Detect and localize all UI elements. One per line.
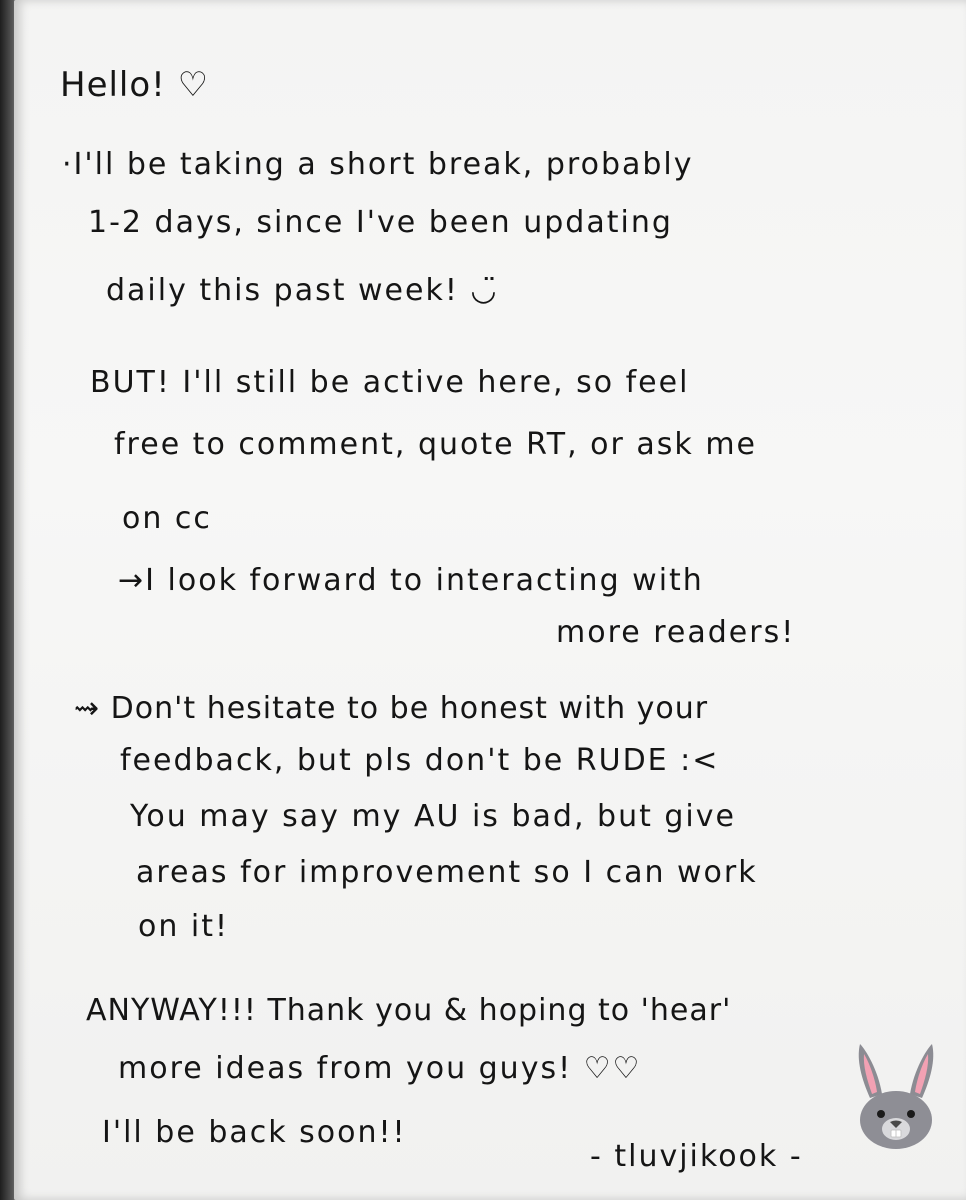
note-line-8: more readers! [556, 615, 796, 650]
note-line-5: free to comment, quote RT, or ask me [114, 427, 757, 462]
note-line-15: more ideas from you guys! ♡♡ [118, 1051, 642, 1086]
note-line-9: ⇝ Don't hesitate to be honest with your [74, 691, 709, 726]
note-line-1: ·I'll be taking a short break, probably [62, 147, 694, 182]
note-line-10: feedback, but pls don't be RUDE :< [120, 743, 720, 778]
note-line-2: 1-2 days, since I've been updating [88, 205, 673, 240]
note-line-7: →I look forward to interacting with [118, 563, 704, 598]
note-line-4: BUT! I'll still be active here, so feel [90, 365, 690, 400]
note-line-6: on cc [122, 501, 212, 536]
bunny-emoji-icon [852, 1040, 940, 1150]
note-line-16: I'll be back soon!! [102, 1115, 407, 1150]
note-line-13: on it! [138, 909, 230, 944]
note-signature: - tluvjikook - [590, 1139, 803, 1174]
note-line-14: ANYWAY!!! Thank you & hoping to 'hear' [86, 993, 732, 1028]
note-line-12: areas for improvement so I can work [136, 855, 758, 890]
note-line-3: daily this past week! ◡̈ [106, 273, 499, 308]
note-line-11: You may say my AU is bad, but give [130, 799, 736, 834]
note-greeting: Hello! ♡ [60, 65, 210, 105]
